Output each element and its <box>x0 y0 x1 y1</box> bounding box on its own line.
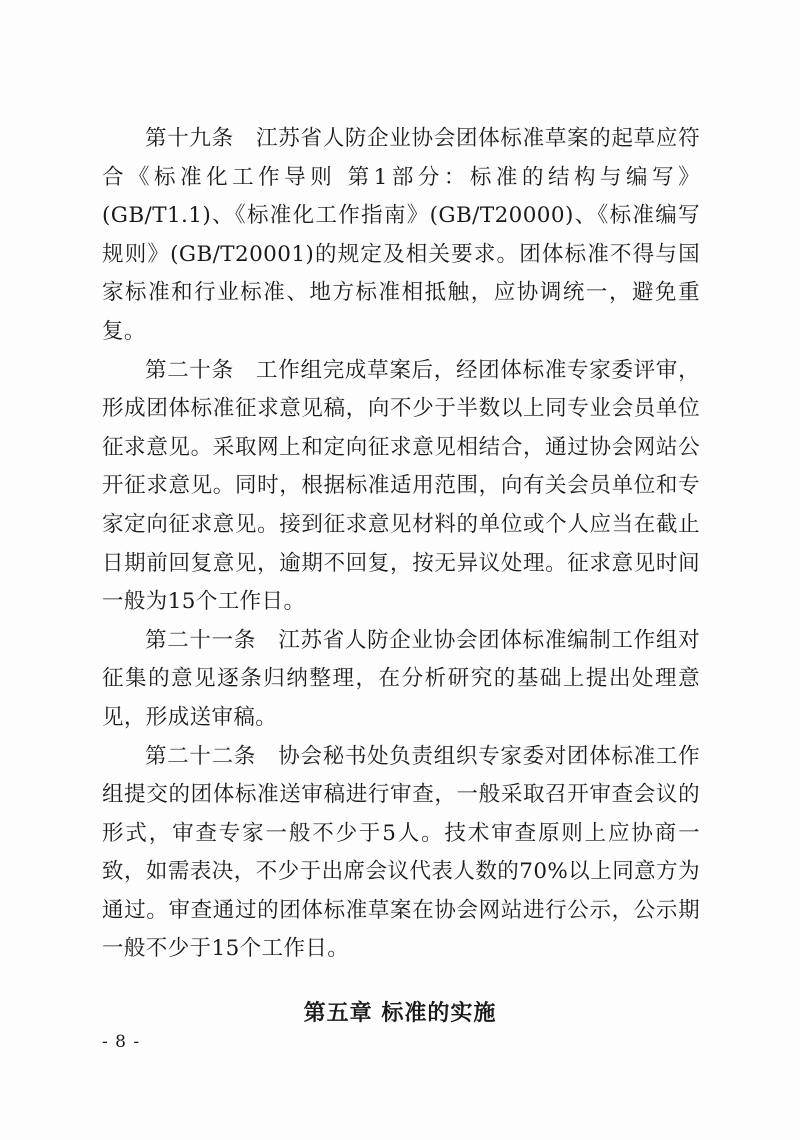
chapter-heading: 第五章 标准的实施 <box>303 1001 497 1026</box>
document-body <box>102 120 700 969</box>
article-19-paragraph: 第十九条 江苏省人防企业协会团体标准草案的起草应符合《标准化工作导则 第1部分：标准的结构与编写》(GB/T1.1)、《标准化工作指南》(GB/T20000)、《标准编写规则》(GB/T20001)的规定及相关要求。团体标准不得与国家标准和行业标准、地方标准相抵触，应协调统一，避免重复。 <box>102 126 700 344</box>
article-22-paragraph: 第二十二条 协会秘书处负责组织专家委对团体标准工作组提交的团体标准送审稿进行审查，一般采取召开审查会议的形式，审查专家一般不少于5人。技术审查原则上应协商一致，如需表决，不少于出席会议代表人数的70%以上同意方为通过。审查通过的团体标准草案在协会网站进行公示，公示期一般不少于15个工作日。 <box>102 743 700 962</box>
article-21-paragraph: 第二十一条 江苏省人防企业协会团体标准编制工作组对征集的意见逐条归纳整理，在分析研究的基础上提出处理意见，形成送审稿。 <box>102 627 700 730</box>
article-20-paragraph: 第二十条 工作组完成草案后，经团体标准专家委评审，形成团体标准征求意见稿，向不少于半数以上同专业会员单位征求意见。采取网上和定向征求意见相结合，通过协会网站公开征求意见。同时，根据标准适用范围，向有关会员单位和专家定向征求意见。接到征求意见材料的单位或个人应当在截止日期前回复意见，逾期不回复，按无异议处理。征求意见时间一般为15个工作日。 <box>102 357 700 615</box>
page-number: - 8 - <box>102 1032 141 1052</box>
